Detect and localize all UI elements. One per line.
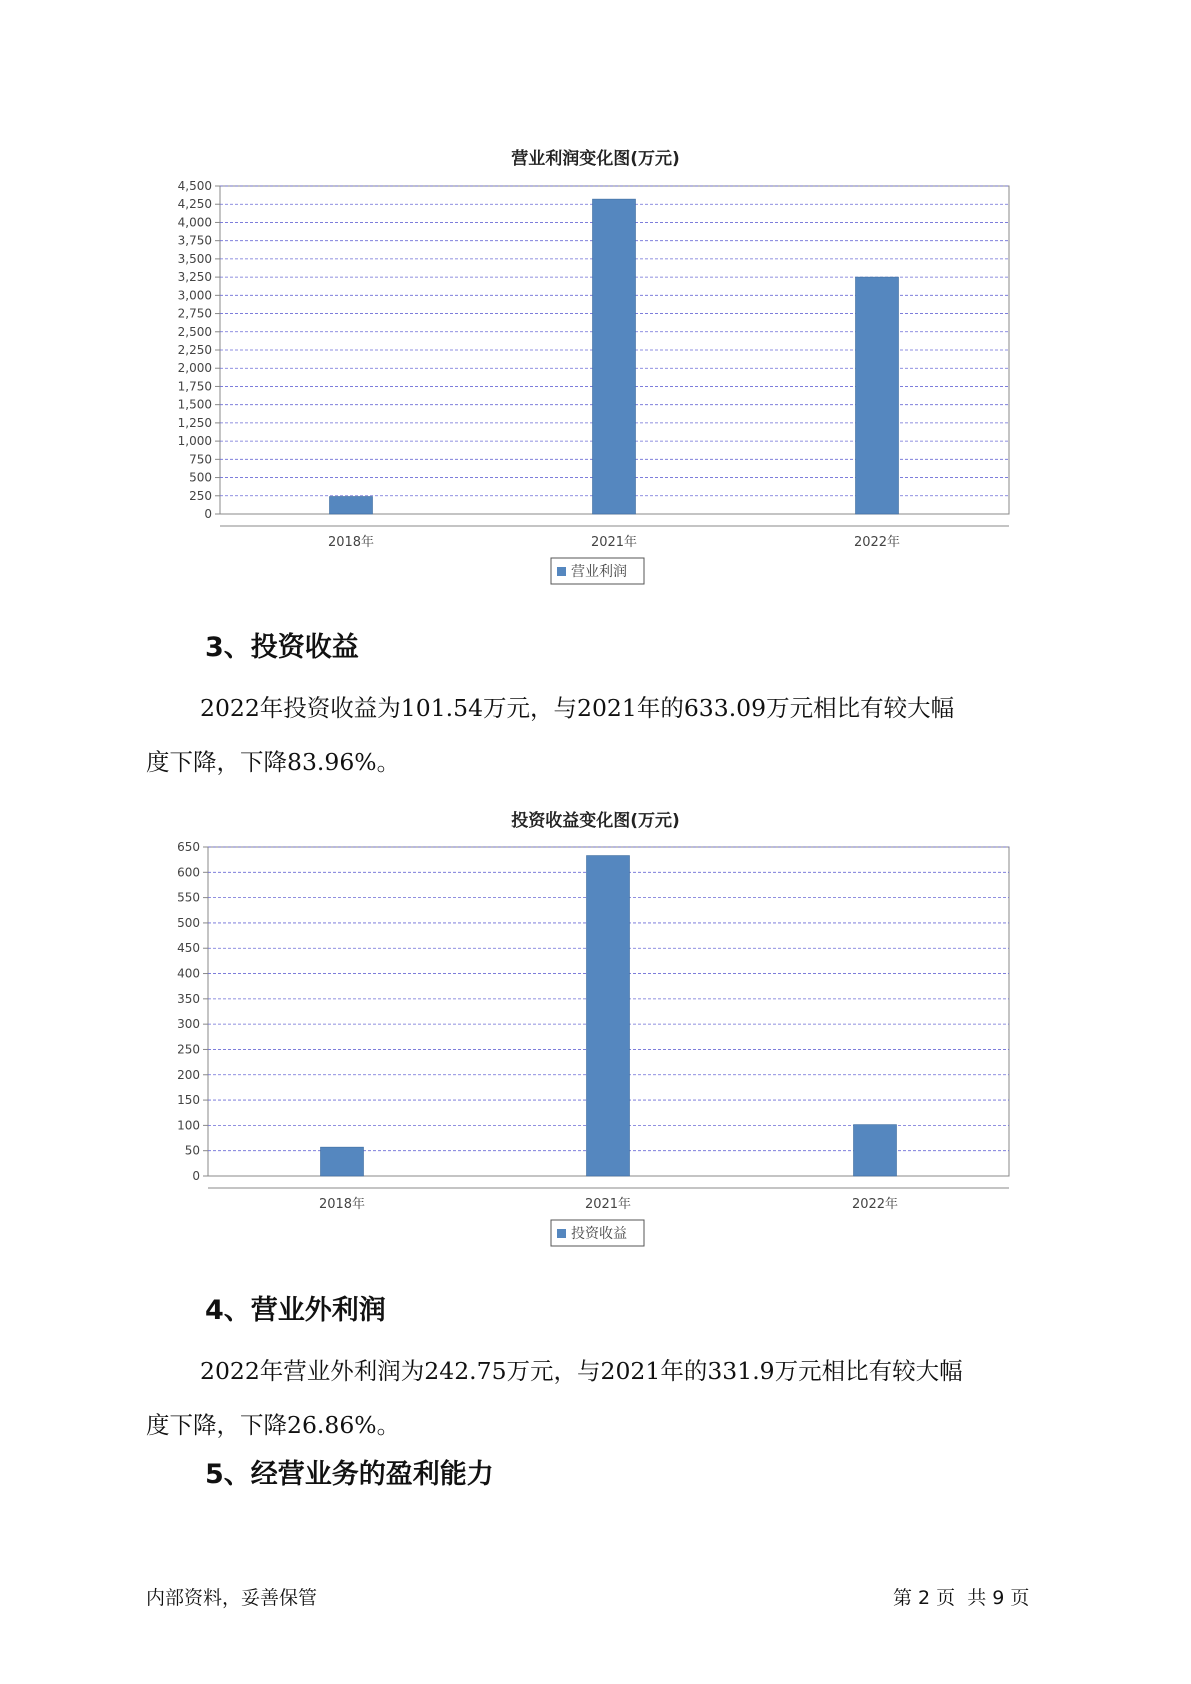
section4-paragraph bbox=[146, 1344, 1076, 1452]
y-tick-label: 350 bbox=[177, 991, 200, 1006]
y-tick-label: 3,250 bbox=[177, 270, 212, 285]
y-tick-label: 400 bbox=[177, 966, 200, 981]
y-tick-label: 2,500 bbox=[177, 324, 212, 339]
y-tick-label: 600 bbox=[177, 865, 200, 880]
chart1-title: 营业利润变化图(万元) bbox=[511, 149, 680, 169]
section3-line2: 度下降，下降83.96%。 bbox=[146, 748, 401, 776]
section4-line1: 2022年营业外利润为242.75万元，与2021年的331.9万元相比有较大幅 bbox=[200, 1357, 963, 1385]
section4-line2: 度下降，下降26.86%。 bbox=[146, 1411, 401, 1439]
legend-swatch bbox=[557, 1229, 566, 1238]
y-tick-label: 250 bbox=[177, 1042, 200, 1057]
y-tick-label: 750 bbox=[189, 452, 212, 467]
bar-0 bbox=[321, 1147, 364, 1176]
y-tick-label: 300 bbox=[177, 1017, 200, 1032]
y-tick-label: 500 bbox=[177, 915, 200, 930]
footer-page-number: 第 2 页 共 9 页 bbox=[893, 1587, 1030, 1609]
y-tick-label: 4,250 bbox=[177, 197, 212, 212]
y-tick-label: 100 bbox=[177, 1118, 200, 1133]
section3-heading: 3、投资收益 bbox=[205, 632, 359, 663]
x-tick-label: 2022年 bbox=[853, 535, 901, 550]
y-tick-label: 1,750 bbox=[177, 379, 212, 394]
bar-1 bbox=[587, 856, 630, 1176]
x-tick-label: 2018年 bbox=[318, 1197, 366, 1212]
chart2-title: 投资收益变化图(万元) bbox=[511, 811, 680, 831]
x-tick-label: 2021年 bbox=[590, 535, 638, 550]
section5-heading: 5、经营业务的盈利能力 bbox=[205, 1459, 494, 1490]
section3-line1: 2022年投资收益为101.54万元，与2021年的633.09万元相比有较大幅 bbox=[200, 694, 955, 722]
y-tick-label: 250 bbox=[189, 488, 212, 503]
bar-2 bbox=[854, 1125, 897, 1176]
y-tick-label: 550 bbox=[177, 890, 200, 905]
legend-label: 投资收益 bbox=[571, 1226, 627, 1242]
y-tick-label: 4,000 bbox=[177, 215, 212, 230]
y-tick-label: 4,500 bbox=[177, 179, 212, 193]
footer-confidential-note: 内部资料，妥善保管 bbox=[146, 1587, 318, 1609]
y-tick-label: 0 bbox=[192, 1169, 200, 1183]
y-tick-label: 2,000 bbox=[177, 361, 212, 376]
x-tick-label: 2022年 bbox=[851, 1197, 899, 1212]
section4-heading: 4、营业外利润 bbox=[205, 1295, 386, 1326]
y-tick-label: 3,750 bbox=[177, 233, 212, 248]
y-tick-label: 450 bbox=[177, 941, 200, 956]
legend bbox=[551, 1220, 644, 1246]
y-tick-label: 1,500 bbox=[177, 397, 212, 412]
y-tick-label: 1,250 bbox=[177, 415, 212, 430]
y-tick-label: 50 bbox=[184, 1143, 200, 1158]
y-tick-label: 500 bbox=[189, 470, 212, 485]
y-tick-label: 3,000 bbox=[177, 288, 212, 303]
y-tick-label: 0 bbox=[204, 507, 212, 521]
legend-label: 营业利润 bbox=[571, 564, 627, 580]
y-tick-label: 200 bbox=[177, 1067, 200, 1082]
y-tick-label: 150 bbox=[177, 1093, 200, 1108]
y-tick-label: 1,000 bbox=[177, 434, 212, 449]
y-tick-label: 2,750 bbox=[177, 306, 212, 321]
y-tick-label: 3,500 bbox=[177, 251, 212, 266]
y-tick-label: 2,250 bbox=[177, 343, 212, 357]
y-tick-label: 650 bbox=[177, 840, 200, 854]
x-tick-label: 2021年 bbox=[584, 1197, 632, 1212]
x-tick-label: 2018年 bbox=[327, 535, 375, 550]
